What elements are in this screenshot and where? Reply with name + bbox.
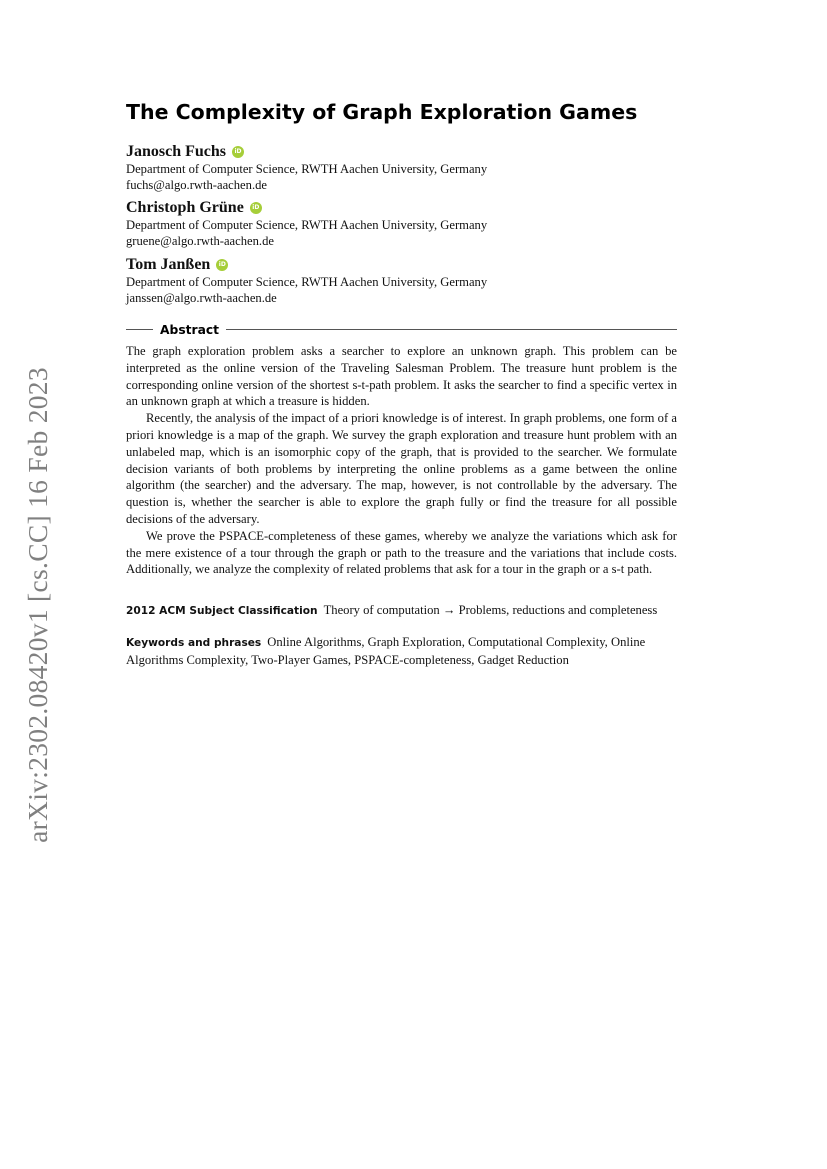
acm-label: 2012 ACM Subject Classification (126, 605, 318, 617)
heading-rule-right (226, 329, 677, 330)
abstract-paragraph: Recently, the analysis of the impact of a priori knowledge is of interest. In graph problems, one form of a priori knowledge is a map of the graph. We survey the graph exploration and treasure hunt problem with an unlabeled map, which is an isomorphic copy of the graph, that is provided to the searcher. We formulate decision variants of both problems by interpreting the online problems as a game between the online algorithm (the searcher) and the adversary. The map, however, is not controllable by the adversary. The question is, whether the searcher is able to explore the graph fully or find the treasure for all possible decisions of the adversary. (126, 411, 677, 526)
author-name: Christoph Grüne (126, 198, 244, 216)
abstract-heading (126, 321, 677, 338)
heading-rule-left (126, 329, 153, 330)
paper-title: The Complexity of Graph Exploration Games (126, 100, 638, 124)
author-name: Tom Janßen (126, 255, 211, 273)
author-email: gruene@algo.rwth-aachen.de (126, 234, 274, 248)
author-name-row (126, 142, 686, 161)
abstract-body (126, 343, 677, 578)
author-name-row (126, 255, 686, 274)
arxiv-identifier (21, 365, 55, 845)
keywords (126, 634, 677, 669)
author-block (126, 255, 686, 306)
abstract-heading-text: Abstract (160, 322, 220, 337)
author-email: janssen@algo.rwth-aachen.de (126, 291, 277, 305)
acm-value: Theory of computation → Problems, reductions and completeness (323, 603, 658, 617)
acm-classification (126, 602, 677, 620)
author-email: fuchs@algo.rwth-aachen.de (126, 178, 267, 192)
author-block (126, 142, 686, 193)
orcid-icon[interactable]: iD (232, 146, 244, 158)
arxiv-identifier-text: arXiv:2302.08420v1 [cs.CC] 16 Feb 2023 (22, 367, 53, 843)
orcid-icon[interactable]: iD (250, 202, 262, 214)
orcid-icon[interactable]: iD (216, 259, 228, 271)
author-affiliation: Department of Computer Science, RWTH Aachen University, Germany (126, 162, 488, 176)
keywords-value: Online Algorithms, Graph Exploration, Computational Complexity, Online Algorithms Complexity, Two-Player Games, PSPACE-completeness, Gadget Reduction (126, 635, 646, 667)
author-affiliation: Department of Computer Science, RWTH Aachen University, Germany (126, 218, 488, 232)
keywords-label: Keywords and phrases (126, 637, 262, 649)
abstract-paragraph: We prove the PSPACE-completeness of these games, whereby we analyze the variations which ask for the mere existence of a tour through the graph or path to the treasure and the variations that include costs. Additionally, we analyze the complexity of related problems that ask for a tour in the graph or a s-t path. (126, 528, 677, 577)
author-affiliation: Department of Computer Science, RWTH Aachen University, Germany (126, 275, 488, 289)
abstract-paragraph: The graph exploration problem asks a searcher to explore an unknown graph. This problem can be interpreted as the online version of the Traveling Salesman Problem. The treasure hunt problem is the corresponding online version of the shortest s-t-path problem. It asks the searcher to find a specific vertex in an unknown graph at which a treasure is hidden. (126, 344, 677, 409)
author-block (126, 198, 686, 249)
author-name: Janosch Fuchs (126, 142, 227, 160)
author-name-row (126, 198, 686, 217)
